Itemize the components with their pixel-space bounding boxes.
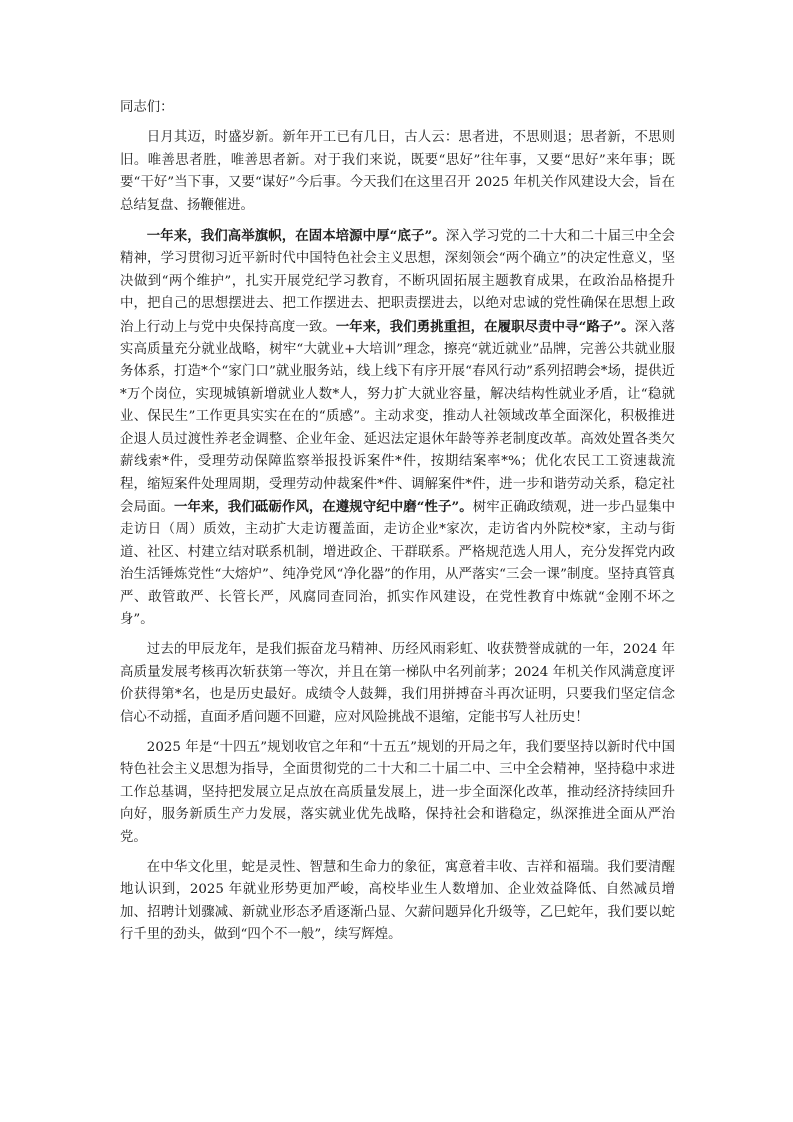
paragraph-3 xyxy=(120,639,675,729)
heading-banner-2: 一年来，我们勇挑重担，在履职尽责中寻“路子”。 xyxy=(335,318,635,335)
document-body xyxy=(120,97,675,955)
paragraph-5-text: 在中华文化里，蛇是灵性、智慧和生命力的象征，寓意着丰收、吉祥和福瑞。我们要清醒地认识到，2025 年就业形势更加严峻，高校毕业生人数增加、企业效益降低、自然减员增加、招聘计划骤减、新就业形态矛盾逐渐凸显、欠薪问题异化升级等，乙巳蛇年，我们要以蛇行千里的劲头，做到“四个不一般”，续写辉煌。 xyxy=(120,860,675,943)
paragraph-1 xyxy=(120,127,675,217)
paragraph-5 xyxy=(120,857,675,947)
paragraph-4-text: 2025 年是“十四五”规划收官之年和“十五五”规划的开局之年，我们要坚持以新时代中国特色社会主义思想为指导，全面贯彻党的二十大和二十届二中、三中全会精神，坚持稳中求进工作总基调，坚持把发展立足点放在高质量发展上，进一步全面深化改革，推动经济持续回升向好，服务新质生产力发展，落实就业优先战略，保持社会和谐稳定，纵深推进全面从严治党。 xyxy=(120,739,675,845)
heading-banner-1: 一年来，我们高举旗帜，在固本培源中厚“底子”。 xyxy=(146,228,446,245)
salutation: 同志们： xyxy=(120,100,174,115)
heading-banner-3: 一年来，我们砥砺作风，在遵规守纪中磨“性子”。 xyxy=(173,498,473,515)
paragraph-2 xyxy=(120,225,675,631)
paragraph-2-text-2: 深入落实高质量充分就业战略，树牢“大就业+大培训”理念，擦亮“就近就业”品牌，完善公共就业服务体系，打造*个“家门口”就业服务站，线上线下有序开展“春风行动”系列招聘会*场，提供近*万个岗位，实现城镇新增就业人数*人，努力扩大就业容量，解决结构性就业矛盾，让“稳就业、保民生”工作更具实实在在的“质感”。主动求变，推动人社领域改革全面深化，积极推进企退人员过渡性养老金调整、企业年金、延迟法定退休年龄等养老制度改革。高效处置各类欠薪线索*件，受理劳动保障监察举报投诉案件*件，按期结案率*%；优化农民工工资速裁流程，缩短案件处理周期，受理劳动仲裁案件*件、调解案件*件，进一步和谐劳动关系，稳定社会局面。 xyxy=(120,319,676,515)
paragraph-2-text-1: 深入学习党的二十大和二十届三中全会精神，学习贯彻习近平新时代中国特色社会主义思想，深刻领会“两个确立”的决定性意义，坚决做到“两个维护”，扎实开展党纪学习教育，不断巩固拓展主题教育成果，在政治品格提升中，把自己的思想摆进去、把工作摆进去、把职责摆进去，以绝对忠诚的党性确保在思想上政治上行动上与党中央保持高度一致。 xyxy=(120,229,675,335)
paragraph-3-text: 过去的甲辰龙年，是我们振奋龙马精神、历经风雨彩虹、收获赞誉成就的一年，2024 年高质量发展考核再次斩获第一等次，并且在第一梯队中名列前茅；2024 年机关作风满意度评价获得第*名，也是历史最好。成绩令人鼓舞，我们用拼搏奋斗再次证明，只要我们坚定信念信心不动摇，直面矛盾问题不回避，应对风险挑战不退缩，定能书写人社历史！ xyxy=(120,642,675,725)
paragraph-1-text: 日月其迈，时盛岁新。新年开工已有几日，古人云：思者进，不思则退；思者新，不思则旧。唯善思者胜，唯善思者新。对于我们来说，既要“思好”往年事，又要“思好”来年事；既要“干好”当下事，又要“谋好”今后事。今天我们在这里召开 2025 年机关作风建设大会，旨在总结复盘、扬鞭催进。 xyxy=(120,130,675,213)
paragraph-4 xyxy=(120,737,675,849)
paragraph-2-text-3: 树牢正确政绩观，进一步凸显集中走访日（周）质效，主动扩大走访覆盖面，走访企业*家次，走访省内外院校*家，主动与街道、社区、村建立结对联系机制，增进政企、干群联系。严格规范选人用人，充分发挥党内政治生活锤炼党性“大熔炉”、纯净党风“净化器”的作用，从严落实“三会一课”制度。坚持真管真严、敢管敢严、长管长严，风腐同查同治，抓实作风建设，在党性教育中炼就“金刚不坏之身”。 xyxy=(120,499,676,627)
